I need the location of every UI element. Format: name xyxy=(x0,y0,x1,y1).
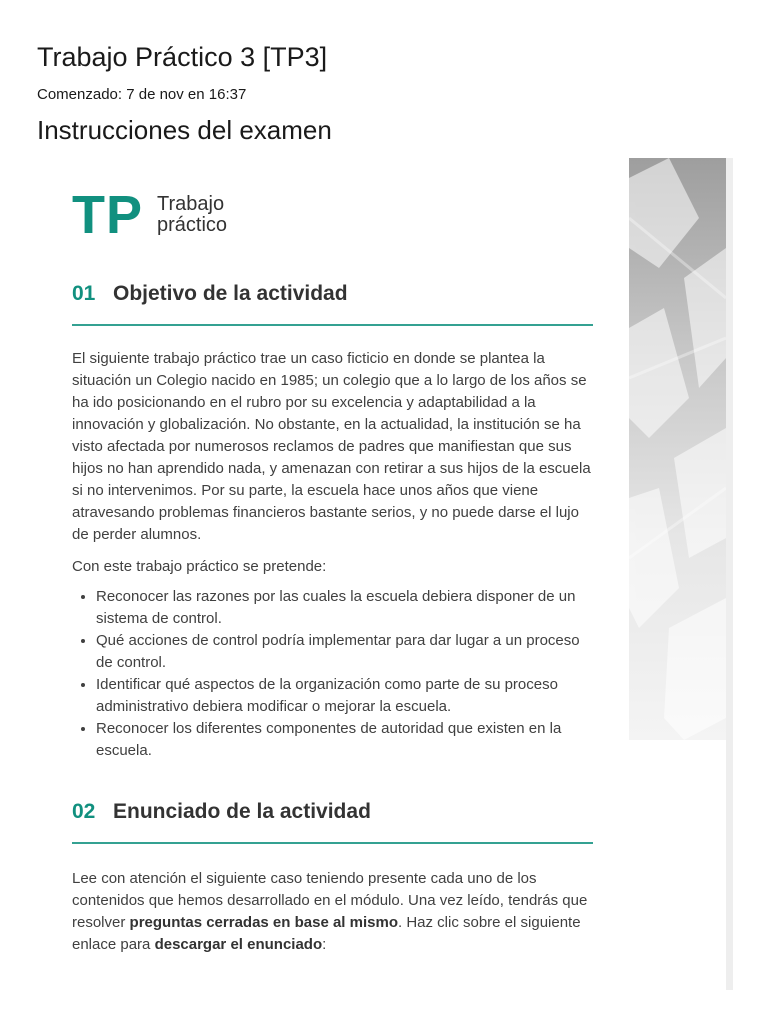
instructions-content xyxy=(72,185,593,956)
tp-logo-abbr: TP xyxy=(72,185,144,245)
list-item: • Qué acciones de control podría implementar para dar lugar a un proceso de control. xyxy=(96,630,593,674)
section-2-text-1: Lee con atención el siguiente caso teniendo presente cada uno de los contenidos que hemos desarrollado en el módulo. Una vez leído, tendrás que resolver xyxy=(72,870,588,931)
section-1-heading xyxy=(72,282,593,306)
list-item: • Identificar qué aspectos de la organización como parte de su proceso administrativo debiera modificar o mejorar la escuela. xyxy=(96,674,593,718)
abstract-pattern-icon xyxy=(629,158,726,740)
quiz-title: Trabajo Práctico 3 [TP3] xyxy=(37,42,328,72)
section-2-divider xyxy=(72,842,593,844)
section-1-paragraph: El siguiente trabajo práctico trae un caso ficticio en donde se plantea la situación un Colegio nacido en 1985; un colegio que a lo largo de los años se ha ido posicionando en el rubro por su excelencia y adaptabilidad a la innovación y globalización. No obstante, en la actualidad, la institución se ha visto afectada por numerosos reclamos de padres que manifiestan que sus hijos no han aprendido nada, y amenazan con retirar a sus hijos de la escuela si no intervenimos. Por su parte, la escuela hace unos años que viene atravesando problemas financieros bastante serios, y no puede darse el lujo de perder alumnos. xyxy=(72,350,591,543)
scrollbar-track[interactable] xyxy=(726,158,733,990)
tp-logo-text xyxy=(157,194,227,236)
tp-logo-line2: práctico xyxy=(157,214,228,236)
section-1-divider xyxy=(72,324,593,326)
section-1-number: 01 xyxy=(72,282,96,305)
section-2-bold-1: preguntas cerradas en base al mismo xyxy=(129,914,398,931)
section-1-intro: Con este trabajo práctico se pretende: xyxy=(72,558,327,575)
list-item: • Reconocer las razones por las cuales la escuela debiera disponer de un sistema de control. xyxy=(96,586,593,630)
section-2-paragraph xyxy=(72,868,593,956)
started-timestamp: Comenzado: 7 de nov en 16:37 xyxy=(37,86,247,103)
tp-logo-line1: Trabajo xyxy=(157,193,225,215)
section-2-title: Enunciado de la actividad xyxy=(113,800,371,823)
section-2-number: 02 xyxy=(72,800,96,823)
section-2-heading xyxy=(72,800,593,824)
section-2-text-2: . Haz clic sobre el siguiente enlace para xyxy=(72,914,581,953)
objectives-list xyxy=(72,586,593,762)
decorative-side-image xyxy=(629,158,726,740)
list-item: • Reconocer los diferentes componentes de autoridad que existen en la escuela. xyxy=(96,718,593,762)
instructions-heading: Instrucciones del examen xyxy=(37,115,332,145)
section-2-bold-2: descargar el enunciado xyxy=(154,936,323,953)
section-1-title: Objetivo de la actividad xyxy=(113,282,348,305)
section-2-text-3: : xyxy=(322,936,327,953)
tp-logo xyxy=(72,185,593,245)
